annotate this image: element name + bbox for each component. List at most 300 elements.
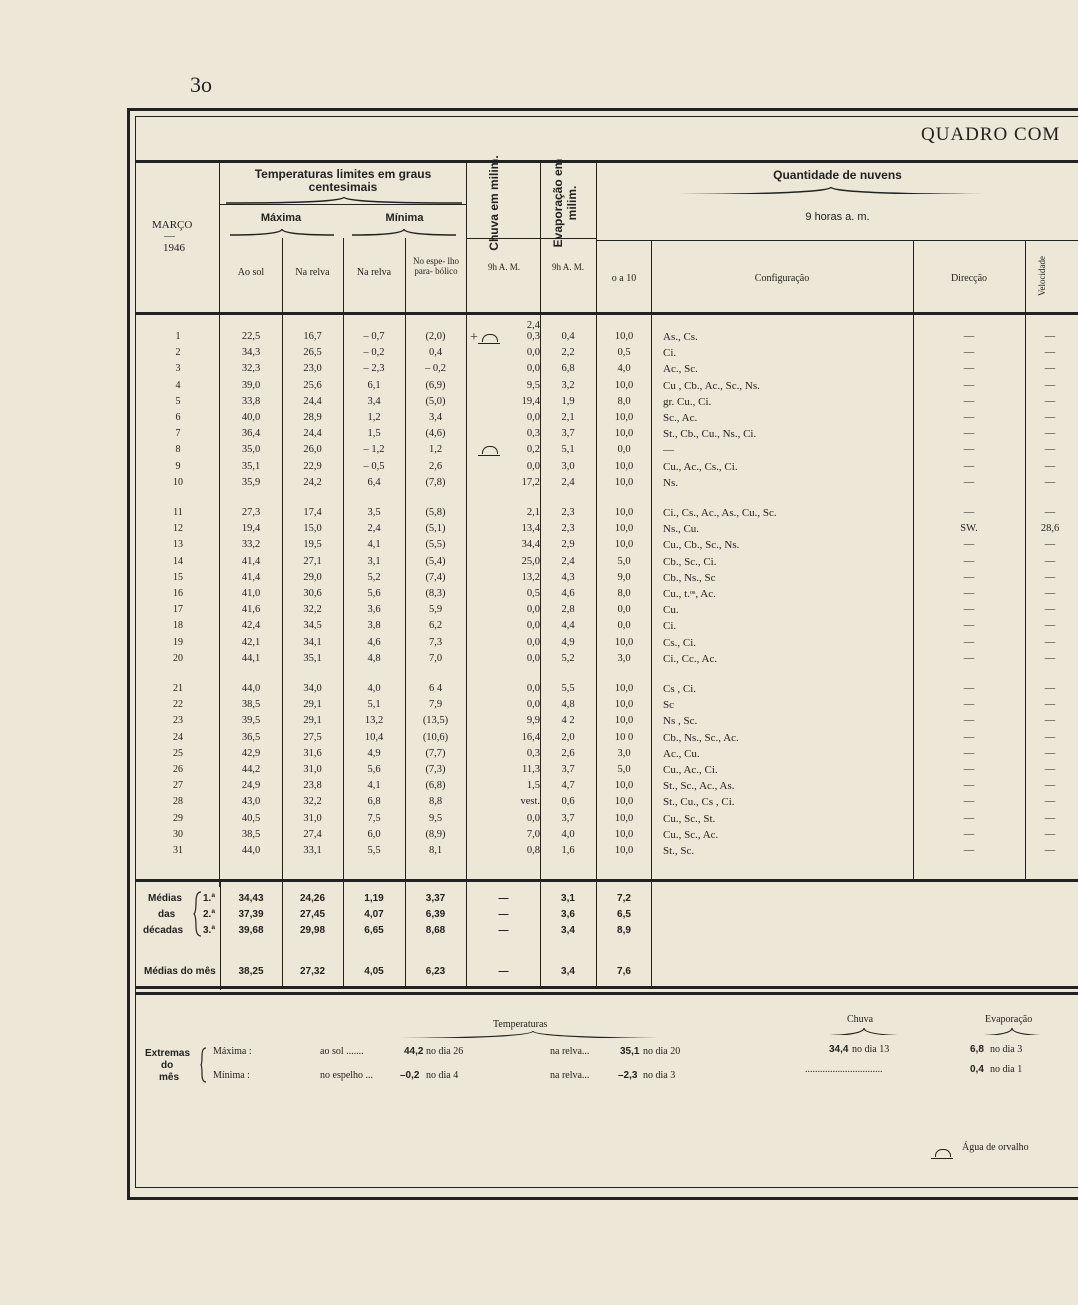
cell-sol: 40,5 [241,812,261,824]
day-number: 12 [173,523,183,535]
cell-dir: SW. [960,523,978,535]
cell-sol: 27,3 [241,507,261,518]
cell-chuva: 19,4 [521,395,540,407]
cell-dir: — [963,715,975,727]
cell-evap: 2,2 [561,347,575,359]
max-sol-value: 44,2 [404,1046,424,1057]
mes-chuva: — [498,966,509,977]
cell-vel: — [1044,507,1056,518]
mes-nebulosidade: 7,6 [617,966,631,977]
dew-icon [935,1144,951,1162]
day-number: 30 [173,828,183,840]
cell-dir: — [963,731,975,743]
cell-mrelva: 5,6 [367,764,381,775]
cell-mrelva: 3,6 [367,604,381,616]
cell-esp: (8,3) [425,588,446,599]
table-row [0,588,1078,604]
day-number: 10 [173,476,183,488]
nove-horas-header: 9 horas a. m. [805,211,870,223]
cell-sol: 36,5 [241,731,261,743]
dew-icon: + [470,330,498,346]
cell-relva: 35,1 [303,652,322,664]
cell-neb: 3,0 [617,652,631,664]
cell-mrelva: 4,8 [367,652,381,664]
cell-dir: — [963,507,975,518]
cell-relva: 23,0 [303,363,322,375]
evap-max-value: 6,8 [970,1044,984,1055]
table-row [0,813,1078,829]
page-number: 3o [190,72,212,97]
table-row [0,683,1078,699]
cell-esp: (6,8) [425,780,446,792]
cell-relva: 30,6 [303,588,322,599]
cell-evap: 0,6 [561,796,575,808]
cell-evap: 0,4 [561,331,575,342]
decade-esp: 8,68 [425,925,446,936]
cell-mrelva: 6,8 [367,796,381,808]
mes-relva: 27,32 [299,966,326,977]
decade-neb: 7,2 [617,893,631,904]
cell-neb: 10,0 [614,428,634,440]
brace-icon [350,228,458,236]
cell-relva: 17,4 [303,507,322,518]
cell-conf: Cb., Sc., Ci. [663,555,717,568]
cell-conf: Ns., Cu. [663,523,700,536]
evap-min-value: 0,4 [970,1064,984,1075]
day-number: 28 [173,796,183,808]
cell-esp: 0,4 [428,347,443,359]
cell-chuva: 0,0 [526,620,540,632]
cell-mrelva: 6,4 [367,476,381,488]
table-row [0,572,1078,588]
cell-mrelva: 4,9 [367,747,381,759]
day-number: 21 [173,683,183,694]
day-number: 5 [175,395,181,407]
day-number: 14 [173,555,183,567]
brace-icon [310,1030,756,1038]
cell-vel: — [1044,428,1056,440]
min-espelho-label: no espelho ... [320,1070,374,1081]
cell-vel: — [1044,764,1056,775]
decade-row [0,909,1078,925]
table-row [0,829,1078,845]
cell-esp: (5,8) [425,507,446,518]
cell-sol: 43,0 [241,796,261,808]
cell-chuva: 0,3 [526,747,540,759]
cell-vel: — [1044,363,1056,375]
cell-relva: 27,1 [303,555,322,567]
cell-vel: — [1044,571,1056,583]
decade-chuva: — [498,909,509,920]
table-row [0,444,1078,460]
table-row [0,428,1078,444]
cell-neb: 10,0 [614,683,634,694]
cell-evap: 4 2 [561,715,575,727]
month-label: MARÇO [152,219,193,231]
decade-mrelva: 6,65 [364,925,384,936]
cell-neb: 8,0 [617,588,631,599]
cell-conf: As., Cs. [663,331,698,343]
cell-sol: 41,0 [241,588,261,599]
table-row [0,604,1078,620]
cell-mrelva: – 0,2 [363,347,385,359]
table-row [0,780,1078,796]
cell-conf: Ci., Cs., Ac., As., Cu., Sc. [663,507,777,519]
decade-relva: 27,45 [299,909,326,920]
cell-neb: 4,0 [617,363,631,375]
decade-mrelva: 4,07 [364,909,384,920]
cell-neb: 8,0 [617,395,631,407]
table-row [0,412,1078,428]
decade-sol: 37,39 [238,909,264,920]
day-number: 6 [175,412,181,423]
cell-dir: — [963,652,975,664]
table-row [0,363,1078,379]
day-number: 8 [175,444,181,456]
cell-esp: 8,1 [428,845,443,856]
cell-esp: (10,6) [422,731,449,743]
cell-vel: — [1044,747,1056,759]
brace-icon [224,196,464,204]
cell-evap: 4,7 [561,780,575,792]
cell-chuva: 17,2 [521,476,540,488]
cell-sol: 33,2 [241,539,261,551]
cell-neb: 10,0 [614,780,634,792]
day-number: 9 [175,460,181,472]
cell-evap: 2,6 [561,747,575,759]
cell-dir: — [963,620,975,632]
year-label: 1946 [163,242,185,254]
table-row [0,461,1078,477]
decade-number: 1.ª [203,893,216,904]
cell-dir: — [963,539,975,551]
cell-mrelva: 2,4 [367,523,381,535]
cell-esp: 3,4 [428,412,443,423]
cell-neb: 10,0 [614,460,634,472]
cell-relva: 31,0 [303,764,322,775]
cell-conf: Ac., Sc. [663,363,698,376]
header-bottom-rule [135,312,1078,315]
cell-mrelva: 10,4 [364,731,384,743]
cell-neb: 0,0 [617,444,631,456]
mes-min-relva: 4,05 [364,966,384,977]
cell-relva: 29,0 [303,571,322,583]
cell-relva: 34,5 [303,620,322,632]
cell-esp: (8,9) [425,828,446,840]
cell-evap: 2,8 [561,604,575,616]
cell-conf: St., Cu., Cs , Ci. [663,796,735,809]
cell-conf: — [663,444,674,457]
table-row [0,507,1078,523]
col-na-relva-min: Na relva [356,267,392,278]
cell-mrelva: 1,5 [367,428,381,440]
cell-vel: — [1044,539,1056,551]
cell-relva: 31,6 [303,747,322,759]
cell-mrelva: 5,2 [367,571,381,583]
decade-neb: 8,9 [617,925,631,936]
cell-relva: 24,2 [303,476,322,488]
day-number: 2 [175,347,181,359]
cell-dir: — [963,428,975,440]
table-row [0,845,1078,861]
cell-esp: (5,5) [425,539,446,551]
cell-esp: (7,7) [425,747,446,759]
cell-chuva: 0,0 [526,604,540,616]
nuvens-header: Quantidade de nuvens [773,168,902,182]
cell-neb: 10,0 [614,539,634,551]
page-title: QUADRO COM [921,124,1061,145]
day-number: 27 [173,780,183,792]
cell-vel: — [1044,845,1056,856]
cell-mrelva: – 1,2 [363,444,385,456]
day-number: 23 [173,715,183,727]
cell-chuva: 0,0 [526,460,540,472]
cell-vel: — [1044,347,1056,359]
cell-neb: 10,0 [614,812,634,824]
decade-esp: 3,37 [425,893,446,904]
day-number: 3 [175,363,181,375]
cell-dir: — [963,476,975,488]
cell-neb: 10,0 [614,636,634,648]
cell-vel: 28,6 [1040,523,1060,535]
cell-conf: St., Cb., Cu., Ns., Ci. [663,428,757,441]
month-dash: — [164,230,175,242]
cell-relva: 28,9 [303,412,322,423]
decade-row [0,893,1078,909]
cell-conf: Cu , Cb., Ac., Sc., Ns. [663,379,760,392]
cell-esp: 6,2 [428,620,443,632]
cell-esp: (7,8) [425,476,446,488]
cell-dir: — [963,683,975,694]
cell-evap: 2,3 [561,523,575,535]
min-espelho-day: no dia 4 [426,1070,459,1081]
cell-vel: — [1044,379,1056,391]
cell-evap: 5,2 [561,652,575,664]
cell-chuva: 0,3 [526,428,540,440]
table-row [0,477,1078,493]
cell-neb: 0,5 [617,347,631,359]
cell-neb: 10,0 [614,845,634,856]
cell-dir: — [963,796,975,808]
header-rule [597,240,1078,241]
evap-min-day: no dia 1 [990,1064,1023,1075]
chuva-max-day: no dia 13 [852,1044,890,1055]
cell-sol: 41,6 [241,604,261,616]
cell-neb: 10,0 [614,331,634,342]
medias-mes-row [0,966,1078,982]
col-ao-sol: Ao sol [237,267,265,278]
cell-sol: 34,3 [241,347,261,359]
cell-dir: — [963,460,975,472]
brace-icon [604,186,1058,194]
cell-dir: — [963,347,975,359]
cell-vel: — [1044,604,1056,616]
cell-esp: 8,8 [428,796,443,808]
day-number: 19 [173,636,183,648]
decade-mrelva: 1,19 [364,893,384,904]
table-row [0,320,1078,347]
cell-mrelva: 4,1 [367,539,381,551]
cell-vel: — [1044,828,1056,840]
extremas-chuva-header: Chuva [847,1014,874,1025]
cell-relva: 26,5 [303,347,322,359]
max-sol-label: ao sol ....... [320,1046,364,1057]
cell-conf: Ns. [663,476,678,489]
mes-espelho: 6,23 [425,966,446,977]
cell-neb: 10,0 [614,699,634,711]
cell-mrelva: – 2,3 [363,363,385,375]
table-row [0,620,1078,636]
table-row [0,380,1078,396]
cell-relva: 34,1 [303,636,322,648]
cell-mrelva: 5,5 [367,845,381,856]
cell-esp: – 0,2 [425,363,446,375]
cell-relva: 22,9 [303,460,322,472]
cell-esp: 2,6 [428,460,443,472]
cell-neb: 10,0 [614,715,634,727]
cell-evap: 4,0 [561,828,575,840]
cell-relva: 32,2 [303,604,322,616]
brace-icon [228,228,336,236]
day-number: 22 [173,699,183,711]
brace-icon [805,1027,923,1035]
cell-chuva: 0,0 [526,363,540,375]
col-chuva-header: Chuva em milim. [487,155,501,251]
extremas-evap-header: Evaporação [985,1014,1033,1025]
cell-sol: 40,0 [241,412,261,423]
max-relva-label: na relva... [550,1046,590,1057]
decade-number: 2.ª [203,909,216,920]
cell-esp: (2,0) [425,331,446,342]
cell-mrelva: 6,0 [367,828,381,840]
cell-evap: 1,9 [561,395,575,407]
max-relva-value: 35,1 [620,1046,640,1057]
cell-chuva-extra: 2,4 [526,320,540,331]
cell-evap: 4,4 [561,620,575,632]
cell-dir: — [963,636,975,648]
cell-relva: 34,0 [303,683,322,694]
cell-esp: 7,9 [428,699,443,711]
cell-sol: 35,9 [241,476,261,488]
cell-sol: 24,9 [241,780,261,792]
cell-chuva: 0,3 [526,331,540,342]
cell-vel: — [1044,796,1056,808]
cell-sol: 42,9 [241,747,261,759]
cell-mrelva: 6,1 [367,379,381,391]
cell-conf: Ci. [663,620,677,633]
mes-evap: 3,4 [561,966,575,977]
min-relva-label: na relva... [550,1070,590,1081]
table-row [0,539,1078,555]
brace-icon [962,1027,1062,1035]
cell-conf: Cu., Ac., Ci. [663,764,718,776]
cell-mrelva: – 0,7 [363,331,385,342]
cell-conf: Sc., Ac. [663,412,698,424]
cell-neb: 10 0 [614,731,634,743]
col-direccao: Direcção [950,273,988,284]
cell-chuva: 9,5 [526,379,540,391]
cell-conf: Ci. [663,347,677,360]
cell-neb: 9,0 [617,571,631,583]
cell-esp: 7,3 [428,636,443,648]
decade-number: 3.ª [203,925,216,936]
cell-sol: 39,5 [241,715,261,727]
cell-vel: — [1044,699,1056,711]
cell-vel: — [1044,620,1056,632]
cell-evap: 3,7 [561,764,575,775]
cell-chuva: 25,0 [521,555,540,567]
table-row [0,523,1078,539]
table-row [0,347,1078,363]
cell-mrelva: 5,6 [367,588,381,599]
decade-evap: 3,6 [561,909,575,920]
cell-evap: 2,4 [561,476,575,488]
cell-vel: — [1044,444,1056,456]
cell-conf: Sc [663,699,674,712]
max-sol-day: no dia 26 [426,1046,464,1057]
cell-neb: 10,0 [614,476,634,488]
cell-dir: — [963,331,975,342]
cell-relva: 25,6 [303,379,322,391]
cell-relva: 29,1 [303,699,322,711]
cell-chuva: 0,0 [526,636,540,648]
decadas-label-2: das [158,909,176,920]
cell-relva: 24,4 [303,428,322,440]
cell-chuva: 2,1 [526,507,540,518]
cell-sol: 36,4 [241,428,261,440]
cell-dir: — [963,555,975,567]
cell-evap: 4,8 [561,699,575,711]
cell-dir: — [963,588,975,599]
day-number: 1 [175,331,181,342]
cell-dir: — [963,444,975,456]
table-row [0,396,1078,412]
evap-max-day: no dia 3 [990,1044,1023,1055]
cell-vel: — [1044,412,1056,423]
cell-dir: — [963,395,975,407]
cell-conf: Cu., Cb., Sc., Ns. [663,539,740,552]
cell-neb: 0,0 [617,620,631,632]
cell-conf: Cb., Ns., Sc., Ac. [663,731,739,744]
cell-sol: 41,4 [241,571,261,583]
cell-neb: 5,0 [617,555,631,567]
cell-neb: 10,0 [614,523,634,535]
decade-chuva: — [498,925,509,936]
cell-evap: 2,4 [561,555,575,567]
cell-conf: Cs , Ci. [663,683,697,695]
table-row [0,556,1078,572]
day-number: 13 [173,539,183,551]
legend-text: Água de orvalho [962,1142,1029,1153]
brace-icon [200,1046,208,1084]
chuva-max-value: 34,4 [829,1044,849,1055]
medias-mes-label: Médias do mês [144,966,216,977]
cell-sol: 42,1 [241,636,261,648]
cell-conf: Ci., Cc., Ac. [663,652,718,665]
cell-conf: Cu., Sc., Ac. [663,828,719,841]
cell-chuva: 0,0 [526,652,540,664]
day-number: 7 [175,428,181,440]
cell-esp: 5,9 [428,604,443,616]
header-rule [220,204,467,205]
cell-relva: 27,5 [303,731,322,743]
header-top-rule [135,160,1078,163]
cell-vel: — [1044,812,1056,824]
cell-neb: 10,0 [614,379,634,391]
cell-chuva: 13,2 [521,571,540,583]
totals-bottom-rule [135,986,1078,989]
cell-sol: 35,0 [241,444,261,456]
